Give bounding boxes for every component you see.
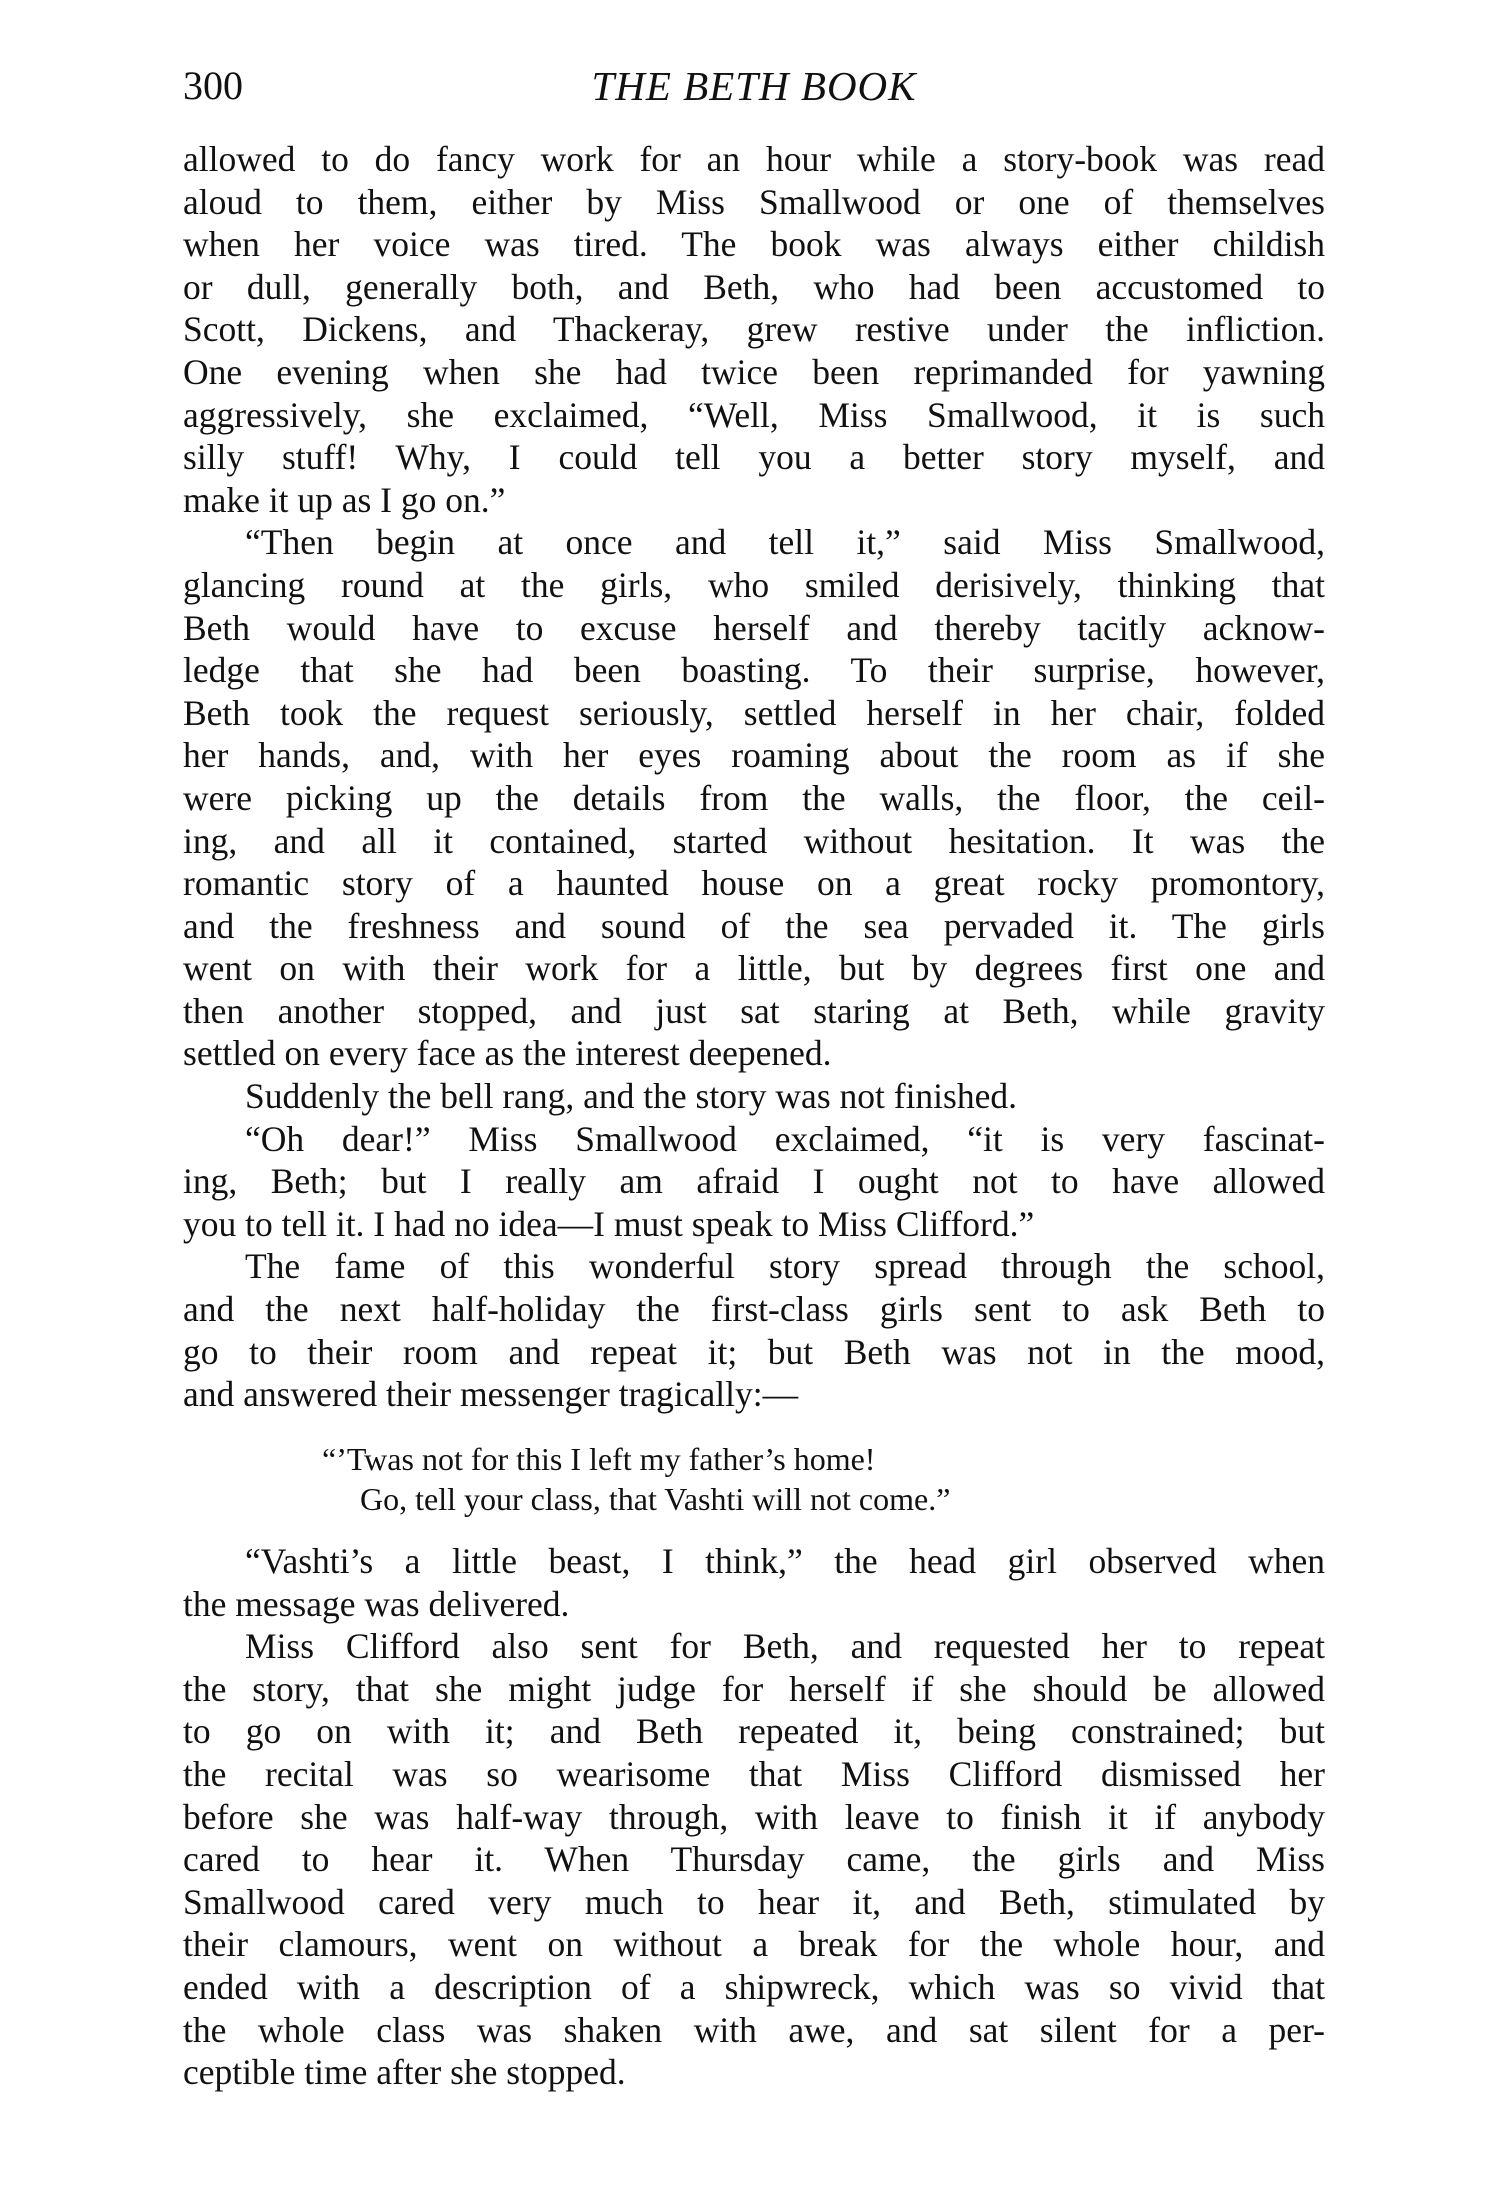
text-line: before she was half-way through, with leave to finish it if anybody xyxy=(183,1796,1325,1837)
text-line: ing, and all it contained, started without hesitation. It was the xyxy=(183,820,1325,861)
text-line: you to tell it. I had no idea—I must speak to Miss Clifford.” xyxy=(183,1203,1035,1244)
text-line: Beth took the request seriously, settled herself in her chair, folded xyxy=(183,692,1325,733)
text-line: were picking up the details from the walls, the floor, the ceil- xyxy=(183,777,1325,818)
text-line: allowed to do fancy work for an hour while a story-book was read xyxy=(183,139,1325,179)
text-line: One evening when she had twice been reprimanded for yawning xyxy=(183,351,1325,392)
text-line: their clamours, went on without a break for the whole hour, and xyxy=(183,1924,1325,1965)
text-line: Miss Clifford also sent for Beth, and requested her to repeat xyxy=(245,1626,1325,1667)
text-line: make it up as I go on.” xyxy=(183,479,506,520)
text-line: Scott, Dickens, and Thackeray, grew restive under the infliction. xyxy=(183,309,1325,350)
text-line: the message was delivered. xyxy=(183,1583,570,1624)
text-line: silly stuff! Why, I could tell you a better story myself, and xyxy=(183,437,1325,478)
text-line: to go on with it; and Beth repeated it, being constrained; but xyxy=(183,1711,1325,1752)
text-line: Smallwood cared very much to hear it, and Beth, stimulated by xyxy=(183,1881,1325,1922)
text-line: her hands, and, with her eyes roaming about the room as if she xyxy=(183,735,1325,776)
text-line: “Vashti’s a little beast, I think,” the head girl observed when xyxy=(245,1541,1325,1581)
text-line: or dull, generally both, and Beth, who had been accustomed to xyxy=(183,266,1325,307)
text-line: ledge that she had been boasting. To their surprise, however, xyxy=(183,650,1325,691)
text-line: aloud to them, either by Miss Smallwood or one of themselves xyxy=(183,181,1325,222)
text-line: ing, Beth; but I really am afraid I ought not to have allowed xyxy=(183,1161,1325,1202)
text-line: The fame of this wonderful story spread through the school, xyxy=(245,1246,1325,1287)
text-line: ceptible time after she stopped. xyxy=(183,2052,626,2093)
text-line: go to their room and repeat it; but Beth was not in the mood, xyxy=(183,1331,1325,1372)
text-line: and the freshness and sound of the sea pervaded it. The girls xyxy=(183,905,1325,946)
body-text-continued xyxy=(183,1540,1325,2094)
text-line: and answered their messenger tragically:— xyxy=(183,1374,799,1415)
text-line: romantic story of a haunted house on a great rocky promontory, xyxy=(183,863,1325,904)
verse-line: “’Twas not for this I left my father’s home! xyxy=(322,1441,876,1477)
text-line: when her voice was tired. The book was always either childish xyxy=(183,224,1325,265)
text-line: then another stopped, and just sat staring at Beth, while gravity xyxy=(183,990,1325,1031)
text-line: cared to hear it. When Thursday came, the girls and Miss xyxy=(183,1839,1325,1880)
text-line: settled on every face as the interest deepened. xyxy=(183,1033,832,1074)
page-header xyxy=(183,62,1325,122)
verse-quote xyxy=(322,1439,950,1519)
text-line: aggressively, she exclaimed, “Well, Miss Smallwood, it is such xyxy=(183,394,1325,435)
text-line: Suddenly the bell rang, and the story was not finished. xyxy=(245,1076,1017,1117)
text-line: the story, that she might judge for herself if she should be allowed xyxy=(183,1668,1325,1709)
running-title: THE BETH BOOK xyxy=(591,63,917,109)
page-number: 300 xyxy=(183,63,243,108)
body-text xyxy=(183,138,1325,1416)
verse-line: Go, tell your class, that Vashti will not come.” xyxy=(360,1481,951,1517)
text-line: Beth would have to excuse herself and thereby tacitly acknow- xyxy=(183,607,1325,648)
text-line: the whole class was shaken with awe, and sat silent for a per- xyxy=(183,2009,1325,2050)
text-line: ended with a description of a shipwreck, which was so vivid that xyxy=(183,1966,1325,2007)
text-line: and the next half-holiday the first-class girls sent to ask Beth to xyxy=(183,1289,1325,1330)
text-line: “Then begin at once and tell it,” said Miss Smallwood, xyxy=(245,522,1325,563)
text-line: glancing round at the girls, who smiled derisively, thinking that xyxy=(183,564,1325,605)
text-line: the recital was so wearisome that Miss Clifford dismissed her xyxy=(183,1753,1325,1794)
text-line: “Oh dear!” Miss Smallwood exclaimed, “it is very fascinat- xyxy=(245,1118,1325,1159)
text-line: went on with their work for a little, but by degrees first one and xyxy=(183,948,1325,989)
